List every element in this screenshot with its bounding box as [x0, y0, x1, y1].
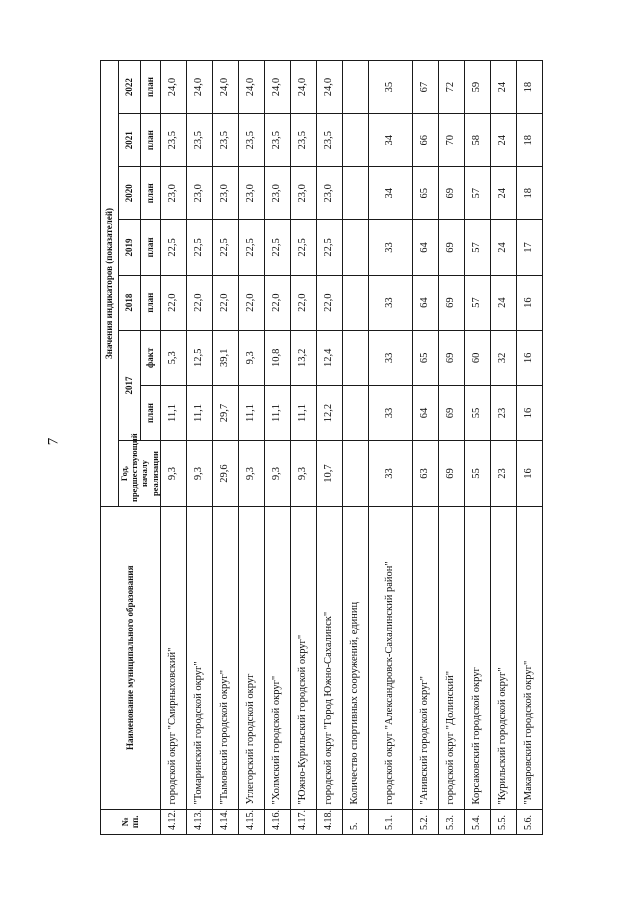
- subheader-plan: план: [141, 385, 160, 440]
- value-y2022: 35: [368, 61, 412, 114]
- row-index: 5.6.: [516, 809, 542, 834]
- value-y2020: 65: [412, 167, 438, 220]
- value-p2017: 11,1: [186, 385, 212, 440]
- municipality-name: "Холмский городской округ": [264, 506, 290, 809]
- value-y2018: 24: [490, 275, 516, 330]
- value-y2019: 22,5: [212, 220, 238, 275]
- municipality-name: городской округ "Смирныховский": [160, 506, 186, 809]
- value-p2017: 23: [490, 385, 516, 440]
- value-y2018: 22,0: [238, 275, 264, 330]
- value-y2019: 17: [516, 220, 542, 275]
- value-y2020: 34: [368, 167, 412, 220]
- table-row: [516, 61, 542, 835]
- value-y2019: 33: [368, 220, 412, 275]
- municipality-name: городской округ "Долинский": [438, 506, 464, 809]
- value-p2017: 33: [368, 385, 412, 440]
- value-y2018: 22,0: [290, 275, 316, 330]
- value-f2017: 12,5: [186, 330, 212, 385]
- value-y2020: 57: [464, 167, 490, 220]
- municipality-name: "Южно-Курильский городской округ": [290, 506, 316, 809]
- value-base: 9,3: [238, 441, 264, 507]
- value-y2018: 64: [412, 275, 438, 330]
- value-y2021: 24: [490, 114, 516, 167]
- value-p2017: 11,1: [160, 385, 186, 440]
- value-f2017: 10,8: [264, 330, 290, 385]
- row-index: 5.4.: [464, 809, 490, 834]
- value-y2021: 23,5: [238, 114, 264, 167]
- value-y2020: 23,0: [316, 167, 342, 220]
- value-y2021: 34: [368, 114, 412, 167]
- row-index: 4.15.: [238, 809, 264, 834]
- value-y2021: 23,5: [186, 114, 212, 167]
- value-base: 9,3: [290, 441, 316, 507]
- value-y2021: [342, 114, 368, 167]
- value-y2020: 23,0: [290, 167, 316, 220]
- subheader-fact: факт: [141, 330, 160, 385]
- value-base: 55: [464, 441, 490, 507]
- value-base: 9,3: [264, 441, 290, 507]
- value-p2017: 16: [516, 385, 542, 440]
- header-values-title: Значения индикаторов (показателей): [101, 61, 119, 507]
- value-y2020: 23,0: [238, 167, 264, 220]
- value-y2020: 24: [490, 167, 516, 220]
- value-y2019: 64: [412, 220, 438, 275]
- table-row: [316, 61, 342, 835]
- header-year-2022: 2022: [119, 61, 141, 114]
- value-f2017: 39,1: [212, 330, 238, 385]
- value-base: 9,3: [160, 441, 186, 507]
- value-y2022: 24,0: [160, 61, 186, 114]
- value-p2017: 29,7: [212, 385, 238, 440]
- value-y2020: 23,0: [212, 167, 238, 220]
- value-y2021: 58: [464, 114, 490, 167]
- value-y2020: 23,0: [264, 167, 290, 220]
- table-row: [160, 61, 186, 835]
- row-index: 5.5.: [490, 809, 516, 834]
- value-p2017: 11,1: [290, 385, 316, 440]
- value-y2022: 24,0: [212, 61, 238, 114]
- row-index: 5.: [342, 809, 368, 834]
- value-y2019: 22,5: [264, 220, 290, 275]
- value-base: 10,7: [316, 441, 342, 507]
- value-y2018: 16: [516, 275, 542, 330]
- value-y2019: 57: [464, 220, 490, 275]
- row-index: 4.18.: [316, 809, 342, 834]
- value-y2021: 23,5: [160, 114, 186, 167]
- value-y2019: 22,5: [238, 220, 264, 275]
- value-y2020: [342, 167, 368, 220]
- value-p2017: 64: [412, 385, 438, 440]
- value-y2019: 22,5: [186, 220, 212, 275]
- municipality-name: городской округ "Александровск-Сахалинский район": [368, 506, 412, 809]
- value-y2020: 23,0: [160, 167, 186, 220]
- value-y2019: 22,5: [316, 220, 342, 275]
- value-y2020: 69: [438, 167, 464, 220]
- value-f2017: 69: [438, 330, 464, 385]
- value-y2022: [342, 61, 368, 114]
- header-year-2021: 2021: [119, 114, 141, 167]
- header-year-2017: 2017: [119, 330, 141, 440]
- value-y2021: 18: [516, 114, 542, 167]
- value-y2021: 66: [412, 114, 438, 167]
- subheader-plan: план: [141, 114, 160, 167]
- value-y2022: 24,0: [186, 61, 212, 114]
- value-y2018: 57: [464, 275, 490, 330]
- table-row: [464, 61, 490, 835]
- value-y2022: 18: [516, 61, 542, 114]
- table-row: [438, 61, 464, 835]
- municipality-name: городской округ "Город Южно-Сахалинск": [316, 506, 342, 809]
- value-y2019: 24: [490, 220, 516, 275]
- value-base: 63: [412, 441, 438, 507]
- value-y2022: 24: [490, 61, 516, 114]
- header-year-2020: 2020: [119, 167, 141, 220]
- value-f2017: [342, 330, 368, 385]
- row-index: 4.13.: [186, 809, 212, 834]
- value-p2017: 11,1: [264, 385, 290, 440]
- value-y2018: 22,0: [264, 275, 290, 330]
- header-year-2018: 2018: [119, 275, 141, 330]
- value-y2021: 23,5: [316, 114, 342, 167]
- table-row: [186, 61, 212, 835]
- value-y2022: 67: [412, 61, 438, 114]
- value-p2017: 12,2: [316, 385, 342, 440]
- value-y2020: 23,0: [186, 167, 212, 220]
- value-y2019: 69: [438, 220, 464, 275]
- value-y2021: 23,5: [212, 114, 238, 167]
- value-base: 29,6: [212, 441, 238, 507]
- table-row: [212, 61, 238, 835]
- value-p2017: 11,1: [238, 385, 264, 440]
- page-number: 7: [45, 437, 62, 446]
- value-f2017: 5,3: [160, 330, 186, 385]
- value-y2019: 22,5: [160, 220, 186, 275]
- value-base: 23: [490, 441, 516, 507]
- table-row: [412, 61, 438, 835]
- row-index: 5.1.: [368, 809, 412, 834]
- table-row: [264, 61, 290, 835]
- subheader-plan: план: [141, 220, 160, 275]
- table-row: [368, 61, 412, 835]
- value-y2022: 24,0: [290, 61, 316, 114]
- value-base: [342, 441, 368, 507]
- value-y2022: 59: [464, 61, 490, 114]
- value-f2017: 12,4: [316, 330, 342, 385]
- value-f2017: 60: [464, 330, 490, 385]
- header-base-year: Год, предшествующий началу реализации: [119, 441, 161, 507]
- value-y2022: 24,0: [264, 61, 290, 114]
- value-p2017: 55: [464, 385, 490, 440]
- row-index: 4.16.: [264, 809, 290, 834]
- indicators-table: [100, 60, 543, 835]
- value-y2021: 23,5: [290, 114, 316, 167]
- value-f2017: 33: [368, 330, 412, 385]
- value-y2018: 22,0: [316, 275, 342, 330]
- value-y2018: 22,0: [212, 275, 238, 330]
- municipality-name: "Томаринский городской округ": [186, 506, 212, 809]
- table-row: [238, 61, 264, 835]
- value-y2018: 33: [368, 275, 412, 330]
- value-f2017: 32: [490, 330, 516, 385]
- value-y2018: [342, 275, 368, 330]
- value-y2021: 70: [438, 114, 464, 167]
- table-row: [342, 61, 368, 835]
- value-y2018: 69: [438, 275, 464, 330]
- row-index: 4.17.: [290, 809, 316, 834]
- value-f2017: 65: [412, 330, 438, 385]
- municipality-name: Количество спортивных сооружений, единиц: [342, 506, 368, 809]
- municipality-name: "Курильский городской округ": [490, 506, 516, 809]
- value-y2018: 22,0: [186, 275, 212, 330]
- value-y2019: 22,5: [290, 220, 316, 275]
- value-base: 69: [438, 441, 464, 507]
- rotated-table-container: [100, 60, 535, 835]
- municipality-name: Углегорский городской округ: [238, 506, 264, 809]
- municipality-name: "Анивский городской округ": [412, 506, 438, 809]
- subheader-plan: план: [141, 275, 160, 330]
- value-y2018: 22,0: [160, 275, 186, 330]
- municipality-name: "Тымовский городской округ": [212, 506, 238, 809]
- table-row: [290, 61, 316, 835]
- value-y2019: [342, 220, 368, 275]
- value-f2017: 16: [516, 330, 542, 385]
- value-base: 33: [368, 441, 412, 507]
- value-base: 16: [516, 441, 542, 507]
- header-year-2019: 2019: [119, 220, 141, 275]
- row-index: 5.3.: [438, 809, 464, 834]
- value-y2021: 23,5: [264, 114, 290, 167]
- row-index: 4.12.: [160, 809, 186, 834]
- table-row: [490, 61, 516, 835]
- subheader-plan: план: [141, 61, 160, 114]
- value-p2017: 69: [438, 385, 464, 440]
- header-num: № пп.: [101, 809, 161, 834]
- value-p2017: [342, 385, 368, 440]
- value-y2020: 18: [516, 167, 542, 220]
- header-name: Наименование муниципального образования: [101, 506, 161, 809]
- subheader-plan: план: [141, 167, 160, 220]
- value-y2022: 24,0: [238, 61, 264, 114]
- municipality-name: "Макаровский городской округ": [516, 506, 542, 809]
- value-y2022: 24,0: [316, 61, 342, 114]
- value-f2017: 9,3: [238, 330, 264, 385]
- value-y2022: 72: [438, 61, 464, 114]
- row-index: 4.14.: [212, 809, 238, 834]
- value-base: 9,3: [186, 441, 212, 507]
- value-f2017: 13,2: [290, 330, 316, 385]
- row-index: 5.2.: [412, 809, 438, 834]
- municipality-name: Корсаковский городской округ: [464, 506, 490, 809]
